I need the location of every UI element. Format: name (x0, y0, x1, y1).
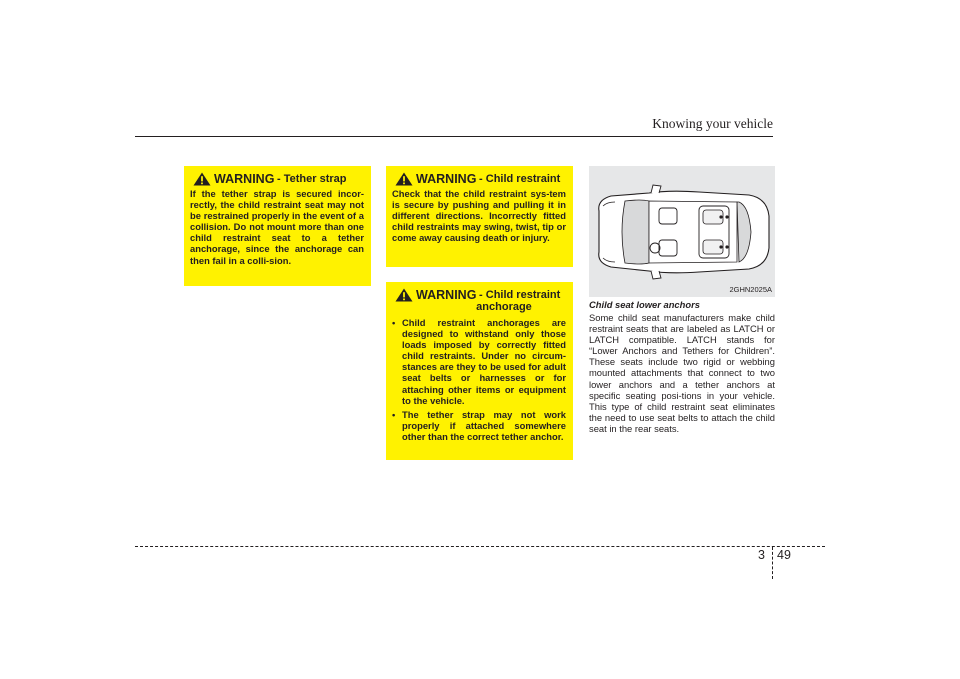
bullet-mark: • (392, 317, 396, 328)
warning-bullet (392, 317, 566, 406)
bullet-text: Child restraint anchorages are designed to withstand only those loads imposed by correctly fitted child restraints. Under no circum-stances are they to be used for adult seat belts or harnesses or for attaching other items or equipment to the vehicle. (402, 317, 566, 406)
warning-bullet (392, 409, 566, 442)
car-top-view-figure (589, 166, 775, 297)
warning-title (190, 172, 364, 186)
footer-divider (772, 547, 773, 579)
warning-box-child-restraint-anchorage (386, 282, 573, 460)
warning-triangle-icon (395, 172, 413, 186)
warning-triangle-icon (193, 172, 211, 186)
car-top-view-illustration (589, 166, 775, 297)
warning-subtitle-line2: anchorage (476, 301, 532, 313)
warning-triangle-icon (395, 288, 413, 302)
page-chapter: 3 (758, 548, 765, 562)
warning-body: If the tether strap is secured incor-rectly, the child restraint seat may not be restrained properly in the event of a collision. Do not mount more than one child restraint seat to a tether anchorage, since the anchorage can then fail in a colli-sion. (190, 188, 364, 266)
warning-box-tether-strap (184, 166, 371, 286)
bullet-text: The tether strap may not work properly if attached somewhere other than the correct tether anchor. (402, 408, 566, 442)
warning-subtitle: - Child restraint (479, 173, 561, 185)
page-header-title: Knowing your vehicle (652, 116, 773, 131)
section-body: Some child seat manufacturers make child restraint seats that are labeled as LATCH or LATCH compatible. LATCH stands for “Lower Anchors and Tethers for Children”. These seats include two rigid or webbing mounted attachments that connect to two lower anchors and a tether anchors at specific seating posi-tions in your vehicle. This type of child restraint seat eliminates the need to use seat belts to attach the child seat in the rear seats. (589, 312, 775, 434)
footer-rule (135, 546, 825, 547)
warning-box-child-restraint (386, 166, 573, 267)
warning-label: WARNING (416, 288, 477, 302)
warning-label: WARNING (416, 172, 477, 186)
bullet-mark: • (392, 408, 396, 420)
warning-subtitle: - Child restraint (479, 289, 561, 301)
page-number: 49 (777, 548, 791, 562)
warning-label: WARNING (214, 172, 275, 186)
header-rule (135, 136, 773, 137)
warning-subtitle: - Tether strap (277, 173, 347, 185)
warning-title (392, 172, 566, 186)
warning-body: Check that the child restraint sys-tem is secure by pushing and pulling it in different directions. Incorrectly fitted child restraints may swing, twist, tip or come away causing death or injury. (392, 188, 566, 244)
warning-title (392, 288, 566, 302)
section-heading: Child seat lower anchors (589, 299, 700, 310)
figure-code: 2GHN2025A (729, 285, 772, 294)
